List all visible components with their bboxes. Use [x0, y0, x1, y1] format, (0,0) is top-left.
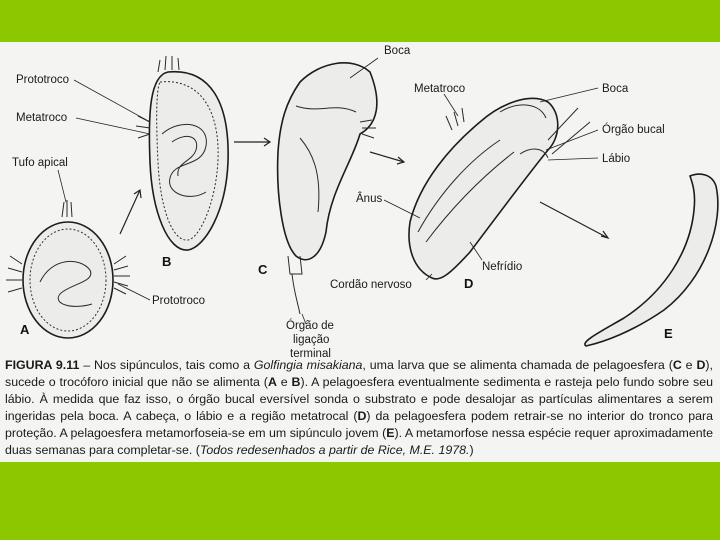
lead-labio: [548, 158, 598, 160]
caption-ref-c: C: [672, 358, 682, 372]
caption-text-7: ) da pelagoesfera podem retrair-se no interior do tronco para proteção. A pelagoesfera metamorfoseia-se em um sipúnculo jovem (: [5, 409, 714, 440]
label-tufo-apical: Tufo apical: [12, 157, 68, 169]
caption-text-5: e: [276, 375, 292, 389]
larva-c-tail: [292, 274, 300, 314]
arrow-d-e: [540, 202, 608, 238]
letter-a: A: [20, 322, 30, 337]
label-boca-c: Boca: [384, 45, 411, 57]
label-orgao-ligacao-1: Órgão de: [286, 320, 334, 332]
larva-d-body: [409, 98, 558, 279]
juvenile-worm-e: [585, 174, 718, 346]
label-prototroco-a: Prototroco: [152, 295, 206, 307]
bottom-green-band: [0, 462, 720, 540]
figure-caption: [5, 357, 713, 459]
label-metatroco-b: Metatroco: [16, 112, 68, 124]
caption-text-4: ), sucede o trocóforo inicial que não se alimenta (: [5, 358, 713, 389]
caption-text-1: – Nos sipúnculos, tais como a: [79, 358, 254, 372]
larva-c-body: [278, 63, 377, 260]
caption-text-8: ). A metamorfose nessa espécie requer aproximadamente duas semanas para completar-se. (: [5, 426, 713, 457]
letter-b: B: [162, 254, 172, 269]
label-prototroco-b: Prototroco: [16, 74, 70, 86]
label-labio: Lábio: [602, 153, 631, 165]
caption-text-2: , uma larva que se alimenta chamada de pelagoesfera (: [362, 358, 673, 372]
label-orgao-ligacao-2: ligação: [293, 334, 330, 346]
larva-b-body: [149, 72, 228, 250]
label-orgao-bucal: Órgão bucal: [602, 124, 665, 136]
caption-ref-d: D: [696, 358, 706, 372]
caption-ref-a: A: [267, 375, 277, 389]
caption-text-3: e: [681, 358, 697, 372]
caption-figure-number: FIGURA 9.11: [5, 358, 80, 372]
lead-metatroco-d: [444, 94, 458, 116]
caption-ref-e: E: [386, 426, 395, 440]
caption-close-paren: ): [469, 443, 474, 457]
larva-b-tuft: [158, 56, 179, 72]
letter-e: E: [664, 326, 673, 341]
lead-boca-d: [540, 88, 598, 102]
larva-c-terminal-organ: [288, 256, 302, 274]
larva-a: [6, 200, 130, 338]
label-orgao-ligacao-3: terminal: [290, 348, 331, 360]
larva-b-cilia: [136, 116, 150, 138]
figure-panel: [0, 42, 720, 462]
caption-species: Golfingia misakiana: [253, 358, 363, 372]
lead-prototroco-b: [74, 80, 150, 122]
label-nefridio: Nefrídio: [482, 261, 523, 273]
lead-tufo-apical: [58, 170, 66, 202]
larva-a-cilia-right: [114, 256, 130, 294]
caption-ref-b: B: [291, 375, 301, 389]
top-green-band: [0, 0, 720, 42]
arrow-a-b: [120, 190, 140, 234]
larva-a-cilia-left: [6, 256, 22, 292]
larva-b: [136, 56, 228, 250]
label-boca-d: Boca: [602, 83, 629, 95]
larva-d: [409, 98, 590, 279]
letter-d: D: [464, 276, 474, 291]
caption-credit: Todos redesenhados a partir de Rice, M.E. 1978.: [199, 443, 470, 457]
caption-text-6: ). A pelagoesfera eventualmente sedimenta e rasteja pelo fundo sobre seu lábio. À medida que faz isso, o órgão bucal eversível sonda o substrato e pode desalojar as partículas alimentares a serem ingeridas pela boca. A cabeça, o lábio e a região metatrocal (: [5, 375, 713, 423]
larva-a-apical-tuft: [62, 200, 72, 217]
label-cordao-nervoso: Cordão nervoso: [330, 279, 412, 291]
label-metatroco-d: Metatroco: [414, 83, 466, 95]
label-anus: Ânus: [356, 193, 383, 205]
larva-a-body: [23, 222, 113, 338]
letter-c: C: [258, 262, 268, 277]
larva-c: [278, 63, 377, 314]
caption-ref-d2: D: [357, 409, 367, 423]
